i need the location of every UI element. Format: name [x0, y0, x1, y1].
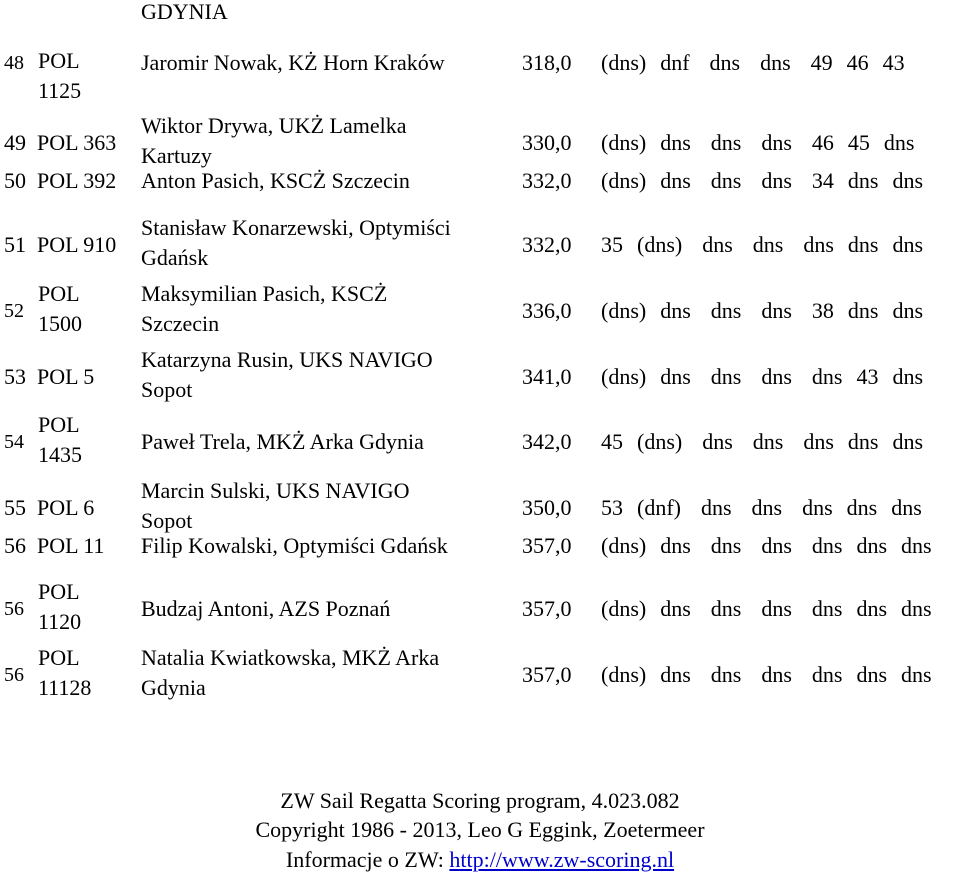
competitor-club: Sopot [141, 508, 193, 533]
race-score: (dnf) [637, 495, 681, 520]
total-points: 341,0 [522, 364, 572, 389]
sail-number-prefix: POL [38, 579, 80, 604]
race-score: 49 [810, 50, 833, 75]
race-score: dns [761, 298, 792, 323]
place-cell: 56 [4, 598, 24, 620]
race-score: dns [660, 533, 691, 558]
race-score: dns [760, 50, 791, 75]
race-score: dns [761, 364, 792, 389]
footer-copyright: Copyright 1986 - 2013, Leo G Eggink, Zoetermeer [255, 817, 705, 842]
place-cell: 50 [4, 168, 26, 193]
race-score: dns [901, 533, 932, 558]
total-points: 332,0 [522, 232, 572, 257]
race-score: dns [892, 429, 924, 454]
race-score: dns [856, 533, 888, 558]
competitor-name: Anton Pasich, KSCŻ Szczecin [141, 168, 410, 193]
footer-program: ZW Sail Regatta Scoring program, 4.023.082 [280, 788, 680, 813]
total-points: 342,0 [522, 429, 572, 454]
zw-scoring-link[interactable]: http://www.zw-scoring.nl [449, 847, 675, 872]
race-score: 38 [811, 298, 834, 323]
race-score: dns [892, 298, 924, 323]
race-score: dns [802, 495, 833, 520]
race-score: dns [710, 130, 742, 155]
competitor-name: Natalia Kwiatkowska, MKŻ Arka [141, 645, 440, 670]
sail-number-prefix: POL [38, 645, 80, 670]
race-score: (dns) [601, 298, 647, 323]
place-cell: 48 [4, 52, 24, 74]
place-cell: 51 [4, 232, 26, 257]
race-score: 46 [811, 130, 834, 155]
race-score: dns [660, 298, 691, 323]
place-cell: 49 [4, 130, 26, 155]
race-score: dns [891, 495, 922, 520]
total-points: 357,0 [522, 533, 572, 558]
competitor-club: Sopot [141, 377, 193, 402]
race-score: dns [752, 429, 784, 454]
competitor-club: Kartuzy [141, 143, 212, 168]
race-score: dns [803, 232, 834, 257]
race-score: dns [660, 364, 691, 389]
race-score: dnf [660, 50, 690, 75]
competitor-name: Budzaj Antoni, AZS Poznań [141, 596, 391, 621]
total-points: 336,0 [522, 298, 572, 323]
competitor-club: Gdańsk [141, 245, 209, 270]
competitor-name: Paweł Trela, MKŻ Arka Gdynia [141, 429, 424, 454]
footer-info [0, 845, 960, 875]
competitor-name: Maksymilian Pasich, KSCŻ [141, 281, 388, 306]
footer-info-label: Informacje o ZW: [285, 847, 450, 872]
sail-number: POL 363 [37, 130, 117, 155]
sail-number-digits: 1120 [38, 609, 82, 634]
race-score: (dns) [637, 429, 683, 454]
race-score: dns [710, 364, 742, 389]
sail-number-digits: 1435 [38, 442, 82, 467]
race-score: dns [700, 495, 732, 520]
race-score: dns [847, 298, 879, 323]
sail-number: POL 6 [37, 495, 95, 520]
race-score: dns [901, 596, 932, 621]
race-score: dns [761, 662, 792, 687]
race-score: dns [811, 596, 843, 621]
race-score: (dns) [637, 232, 683, 257]
race-score: 34 [811, 168, 834, 193]
race-score: dns [811, 533, 843, 558]
place-cell: 56 [4, 664, 24, 686]
race-score: dns [702, 232, 733, 257]
race-score: (dns) [601, 596, 647, 621]
sail-number-prefix: POL [38, 412, 80, 437]
race-score: dns [710, 596, 742, 621]
competitor-club: Szczecin [141, 311, 220, 336]
race-score: (dns) [601, 533, 647, 558]
place-cell: 54 [4, 431, 24, 453]
sail-number-digits: 1500 [38, 311, 82, 336]
race-score: dns [761, 130, 792, 155]
total-points: 318,0 [522, 50, 572, 75]
total-points: 357,0 [522, 596, 572, 621]
race-score: 53 [601, 495, 623, 520]
race-score: dns [710, 662, 742, 687]
race-score: dns [752, 232, 784, 257]
sail-number: POL 910 [37, 232, 117, 257]
race-score: dns [847, 232, 879, 257]
race-score: (dns) [601, 662, 647, 687]
race-score: dns [660, 168, 691, 193]
race-score: dns [856, 662, 888, 687]
race-score: dns [846, 495, 878, 520]
race-score: dns [847, 168, 879, 193]
competitor-club: Gdynia [141, 675, 206, 700]
place-cell: 56 [4, 533, 26, 558]
competitor-name: Marcin Sulski, UKS NAVIGO [141, 478, 410, 503]
race-score: 43 [882, 50, 905, 75]
competitor-name: Wiktor Drywa, UKŻ Lamelka [141, 113, 407, 138]
race-score: dns [660, 130, 691, 155]
total-points: 357,0 [522, 662, 572, 687]
race-score: dns [901, 662, 932, 687]
race-score: dns [892, 232, 924, 257]
race-score: dns [892, 168, 924, 193]
race-score: dns [761, 168, 792, 193]
competitor-name: Stanisław Konarzewski, Optymiści [141, 215, 451, 240]
race-score: dns [709, 50, 741, 75]
race-score: (dns) [601, 364, 647, 389]
race-score: dns [710, 533, 742, 558]
sail-number-digits: 1125 [38, 78, 82, 103]
total-points: 330,0 [522, 130, 572, 155]
race-score: dns [856, 596, 888, 621]
race-score: dns [761, 533, 792, 558]
race-score: 35 [601, 232, 623, 257]
race-score: dns [702, 429, 733, 454]
race-score: (dns) [601, 168, 647, 193]
sail-number-prefix: POL [38, 48, 80, 73]
race-score: dns [660, 596, 691, 621]
race-score: dns [811, 364, 843, 389]
sail-number-digits: 11128 [38, 675, 92, 700]
race-score: dns [892, 364, 924, 389]
place-cell: 55 [4, 495, 26, 520]
race-score: 45 [847, 130, 870, 155]
club-fragment: GDYNIA [141, 0, 228, 24]
race-score: 45 [601, 429, 623, 454]
race-score: 46 [846, 50, 869, 75]
competitor-name: Jaromir Nowak, KŻ Horn Kraków [141, 50, 445, 75]
race-score: dns [803, 429, 834, 454]
sail-number: POL 11 [37, 533, 105, 558]
race-score: dns [751, 495, 783, 520]
total-points: 332,0 [522, 168, 572, 193]
sail-number: POL 5 [37, 364, 95, 389]
race-score: dns [811, 662, 843, 687]
race-score: dns [710, 298, 742, 323]
race-score: dns [710, 168, 742, 193]
sail-number-prefix: POL [38, 281, 80, 306]
race-score: (dns) [601, 130, 647, 155]
total-points: 350,0 [522, 495, 572, 520]
competitor-name: Katarzyna Rusin, UKS NAVIGO [141, 347, 433, 372]
race-score: (dns) [601, 50, 647, 75]
competitor-name: Filip Kowalski, Optymiści Gdańsk [141, 533, 448, 558]
race-score: 43 [856, 364, 879, 389]
place-cell: 52 [4, 300, 24, 322]
race-score: dns [883, 130, 915, 155]
race-score: dns [660, 662, 691, 687]
race-score: dns [847, 429, 879, 454]
sail-number: POL 392 [37, 168, 117, 193]
race-score: dns [761, 596, 792, 621]
place-cell: 53 [4, 364, 26, 389]
